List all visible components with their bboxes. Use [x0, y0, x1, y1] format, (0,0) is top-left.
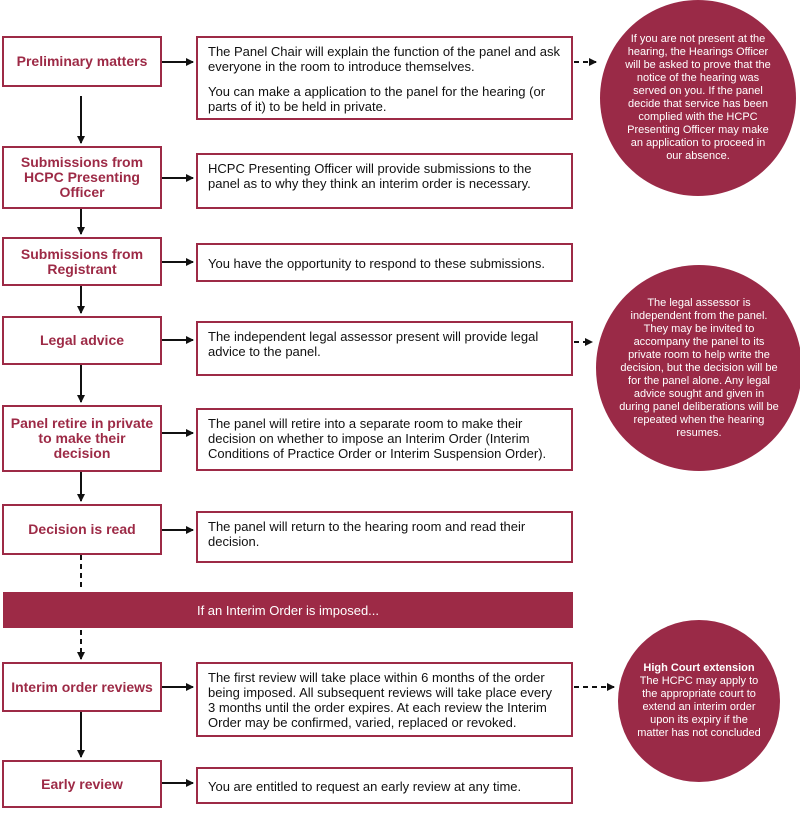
note-text: The legal assessor is independent from the panel. They may be invited to accompany the panel to its private room to help write the decision, but the decision will be for the panel alone. Any legal advice sought and given in during panel deliberations will be repeated when the hearing resumes. [619, 296, 779, 439]
note-absence [600, 0, 796, 196]
step-title: Preliminary matters [16, 53, 148, 69]
note-title: High Court extension [643, 662, 755, 674]
step-submissions-registrant [2, 237, 162, 286]
step-decision-read [2, 504, 162, 555]
step-title: Panel retire in private to make their decision [10, 415, 154, 461]
step-title: Interim order reviews [11, 678, 153, 695]
description-text: HCPC Presenting Officer will provide submissions to the panel as to why they think an interim order is necessary. [208, 161, 532, 191]
description-text: The panel will retire into a separate room to make their decision on whether to impose an Interim Order (Interim Conditions of Practice Order or Interim Suspension Order). [208, 416, 547, 461]
description-preliminary-matters [196, 36, 573, 120]
description-text: The independent legal assessor present will provide legal advice to the panel. [208, 329, 539, 359]
description-text: You are entitled to request an early review at any time. [208, 779, 522, 794]
step-preliminary-matters [2, 36, 162, 87]
step-panel-retire [2, 405, 162, 472]
note-high-court [618, 620, 780, 782]
description-early-review [196, 767, 573, 804]
description-interim-order-reviews [196, 662, 573, 737]
banner-text: If an Interim Order is imposed... [196, 602, 380, 618]
note-text: The HCPC may apply to the appropriate court to extend an interim order upon its expiry if the matter has not concluded [637, 675, 761, 739]
description-text: The panel will return to the hearing room and read their decision. [208, 519, 526, 549]
step-early-review [2, 760, 162, 808]
step-legal-advice [2, 316, 162, 365]
note-text: If you are not present at the hearing, the Hearings Officer will be asked to prove that the notice of the hearing was served on you. If the panel decide that service has been complied with the HCPC Presenting Officer may make an application to proceed in our absence. [625, 33, 771, 162]
step-title: Submissions from HCPC Presenting Officer [20, 154, 144, 200]
description-text: The first review will take place within 6 months of the order being imposed. All subsequent reviews will take place every 3 months until the order expires. At each review the Interim Order may be confirmed, varied, replaced or revoked. [208, 670, 552, 730]
description-decision-read [196, 511, 573, 563]
description-text: You have the opportunity to respond to these submissions. [208, 256, 546, 271]
step-title: Decision is read [28, 521, 136, 537]
description-panel-retire [196, 408, 573, 471]
step-submissions-hcpc [2, 146, 162, 209]
description-submissions-registrant [196, 243, 573, 282]
step-title: Submissions from Registrant [20, 245, 144, 277]
step-interim-order-reviews [2, 662, 162, 712]
description-text: The Panel Chair will explain the function of the panel and ask everyone in the room to introduce themselves. [208, 44, 560, 74]
interim-order-banner [3, 592, 573, 628]
description-text: You can make a application to the panel for the hearing (or parts of it) to be held in private. [208, 84, 546, 114]
description-submissions-hcpc [196, 153, 573, 209]
note-legal-assessor [596, 265, 800, 471]
step-title: Early review [41, 775, 123, 792]
description-legal-advice [196, 321, 573, 376]
step-title: Legal advice [39, 332, 125, 348]
